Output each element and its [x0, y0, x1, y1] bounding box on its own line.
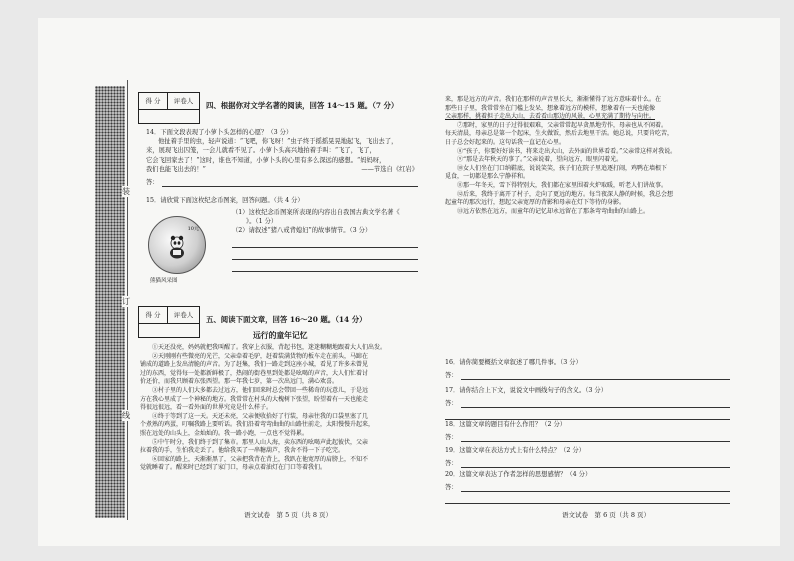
left-page-footer: 语文试卷 第 5 页（共 8 页） [244, 511, 333, 519]
q16-prompt: 16．请你简要概括文章叙述了哪几件事。（3 分） [445, 359, 582, 366]
gutter-char: 线 [122, 411, 130, 420]
underlined-sentence: 父亲那样，挑着担子走出大山，去看看山那边的风景，心里充满了期待与向往。 [445, 113, 656, 121]
article-right [445, 96, 735, 216]
grader-label: 评卷人 [173, 311, 194, 319]
score-box-section4 [138, 92, 200, 110]
decorative-hatched-margin [95, 86, 125, 518]
article-paragraph: ⑬远方依然在远方，而童年的记忆却永远留在了那条弯弯曲曲的山路上。 [457, 207, 650, 215]
gutter-char: 装 [122, 187, 130, 196]
article-paragraph: 铺成的道路上发出清脆的声音。为了赶集，我们一路走到这座小城，看见了许多未曾见 [140, 361, 369, 369]
q15-prompt: 15．请欣赏下面这枚纪念币图案，回答问题。（共 4 分） [146, 197, 304, 204]
q14-source: ——节选自《红岩》 [361, 165, 418, 173]
coin-caption: 熊猫风采图 [150, 278, 178, 284]
article-paragraph: 觅食，一切都是那么宁静祥和。 [445, 173, 530, 181]
article-paragraph: 拉着我的手，生怕我走丢了。他给我买了一串糖葫芦，我舍不得一下子吃完。 [140, 447, 345, 455]
q15-answer-line[interactable] [232, 236, 418, 248]
q20-prompt: 20．这篇文章表达了作者怎样的思想感情？（4 分） [445, 471, 592, 478]
grader-label: 评卷人 [173, 97, 194, 105]
article-paragraph: 价还价，而我只顾着东张西望。那一年我七岁，第一次出远门，满心欢喜。 [140, 378, 339, 386]
article-paragraph: ⑫后来，我终于离开了村子，走向了更远的地方。每当夜深人静的时候，我总会想 [457, 190, 674, 198]
q20-answer-line[interactable] [445, 492, 730, 504]
question-17 [445, 386, 730, 420]
score-label: 得 分 [139, 93, 168, 109]
q14-passage: 它会飞回家去了！”这时，谁也不知道，小萝卜头的心里有多么深远的感想。“妈妈呀， [146, 156, 386, 164]
article-paragraph: 方在我心里成了一个神秘的地方。我常常在村头的大槐树下张望，盼望着有一天也能走 [140, 395, 369, 403]
article-paragraph: ⑩女人们坐在门口纳鞋底，说说笑笑，孩子们在院子里追逐打闹，鸡鸭在墙根下 [457, 164, 668, 172]
article-left [140, 344, 420, 473]
question-16 [445, 358, 730, 380]
article-paragraph: ⑨“那是去年秋天的事了。”父亲说着，望向远方，眼里闪着光。 [457, 156, 623, 164]
article-paragraph: ⑪那一年冬天，雪下得特别大，我们都在家里围着火炉取暖，听老人们讲故事。 [457, 181, 668, 189]
q15-answer-line[interactable] [232, 248, 418, 260]
article-paragraph: ④终于等到了这一天。天还未亮，父亲便收拾好了行装，母亲往我的口袋里塞了几 [152, 412, 369, 420]
q15-part2: （2）请叙述“猪八戒背媳妇”的故事情节。（3 分） [232, 227, 372, 235]
q14-prompt: 14．下面文段表现了小萝卜头怎样的心愿？（3 分） [146, 129, 293, 136]
q20-answer-line[interactable]: 答： [445, 479, 730, 492]
section4-title: 四、根据你对文学名著的阅读，回答 14～15 题。（7 分） [206, 101, 399, 110]
article-paragraph: ⑦那时，家里的日子过得很艰难，父亲常常起早贪黑地劳作，母亲也从不闲着。 [457, 121, 668, 129]
article-title: 远行的童年记忆 [253, 331, 308, 340]
article-paragraph: ①天还没亮，妈妈就把我叫醒了。我穿上衣服，背起书包，迷迷糊糊地跟着大人们出发。 [152, 344, 387, 351]
q18-prompt: 18．这篇文章的题目有什么作用？（2 分） [445, 421, 567, 428]
q19-answer-line[interactable]: 答： [445, 455, 730, 468]
article-paragraph: 得很远很远，看一看外面的世界究竟是什么样子。 [140, 404, 273, 412]
right-page-footer: 语文试卷 第 6 页（共 8 页） [562, 511, 651, 519]
article-paragraph: 照在远处的山头上，金灿灿的。我一路小跑，一点也不觉得累。 [140, 429, 309, 437]
gutter-char: 订 [122, 297, 130, 306]
question-15-parts [232, 208, 418, 272]
question-19 [445, 446, 730, 468]
article-paragraph: ⑥回家的路上，天渐渐黑了，父亲把我背在背上，我趴在他宽厚的肩膀上，不知不 [152, 455, 369, 463]
question-20 [445, 470, 730, 504]
article-paragraph: 日子总会好起来的。这句话我一直记在心里。 [445, 138, 566, 146]
coin-value: 10元 [187, 226, 199, 232]
article-paragraph: 起童年的那次远行，想起父亲宽厚的背影和母亲在灯下等待的身影。 [445, 199, 626, 207]
commemorative-coin-image [148, 216, 206, 274]
q16-answer-line[interactable]: 答： [445, 367, 730, 380]
question-15 [146, 196, 418, 205]
q14-passage: 我们也能飞出去的！” ——节选自《红岩》 [146, 165, 418, 173]
q15-part1-end: 》。（1 分） [246, 218, 278, 226]
score-box-section5 [138, 306, 200, 324]
article-paragraph: 个煮熟的鸡蛋，叮嘱我路上要听话。我们沿着弯弯曲曲的山路往前走，太阳慢慢升起来， [140, 421, 375, 429]
article-paragraph: 过的东西，觉得每一处都新鲜极了，热闹的街巷里到处都是吆喝的声音，大人们忙着讨 [140, 369, 369, 377]
article-paragraph: 来，那是远方的声音。我们在那样的声音里长大，渐渐懂得了远方意味着什么。在 [445, 96, 662, 103]
q17-answer-line[interactable] [445, 408, 730, 420]
q15-answer-line[interactable] [232, 260, 418, 272]
section5-title: 五、阅读下面文章，回答 16～20 题。（14 分） [206, 315, 367, 324]
q18-answer-line[interactable]: 答： [445, 429, 730, 442]
question-18 [445, 420, 730, 442]
question-14 [146, 128, 418, 187]
article-paragraph: 每天清晨，母亲总是第一个起床，生火做饭，然后去地里干活。她总说，只要肯吃苦， [445, 130, 674, 138]
score-label: 得 分 [139, 307, 168, 323]
article-paragraph: ⑤中午时分，我们终于到了集市。那里人山人海，卖东西的吆喝声此起彼伏，父亲 [152, 438, 369, 446]
q17-prompt: 17．请你结合上下文，说说文中画线句子的含义。（3 分） [445, 387, 607, 394]
q14-passage: 他扯着手里的虫，轻声说道：“飞吧，你飞呀！”虫子终于摇摇晃晃地起飞，飞出去了， [158, 138, 398, 146]
article-paragraph: ⑧“孩子，你要好好读书，将来走出大山，去外面的世界看看。”父亲常这样对我说。 [457, 147, 677, 155]
q14-answer-line[interactable]: 答： [146, 174, 418, 187]
article-paragraph: ②天刚刚有些微亮的光芒，父亲牵着毛驴，赶着装满货物的板车走在前头，马蹄在 [152, 352, 369, 360]
q17-answer-line[interactable]: 答： [445, 395, 730, 408]
panda-icon [164, 233, 190, 259]
article-paragraph: ③村子里的人们大多都去过远方，他们回来时总会带回一些稀奇的玩意儿，于是远 [152, 386, 369, 394]
article-paragraph: 那些日子里，我常常坐在门槛上发呆，想象着远方的模样，想象着有一天也能像 [445, 104, 656, 112]
q19-prompt: 19．这篇文章在表达方式上有什么特点？（2 分） [445, 447, 585, 454]
q14-passage: 来，展现飞出囚笼，一会儿就看不见了。小萝卜头高兴地拍着手叫：“飞了，飞了， [146, 147, 376, 155]
article-paragraph: 觉就睡着了。醒来时已经到了家门口，母亲点着油灯在门口等着我们。 [140, 464, 327, 472]
q15-part1: （1）这枚纪念币图案所表现的内容出自我国古典文学名著《 [232, 209, 400, 216]
